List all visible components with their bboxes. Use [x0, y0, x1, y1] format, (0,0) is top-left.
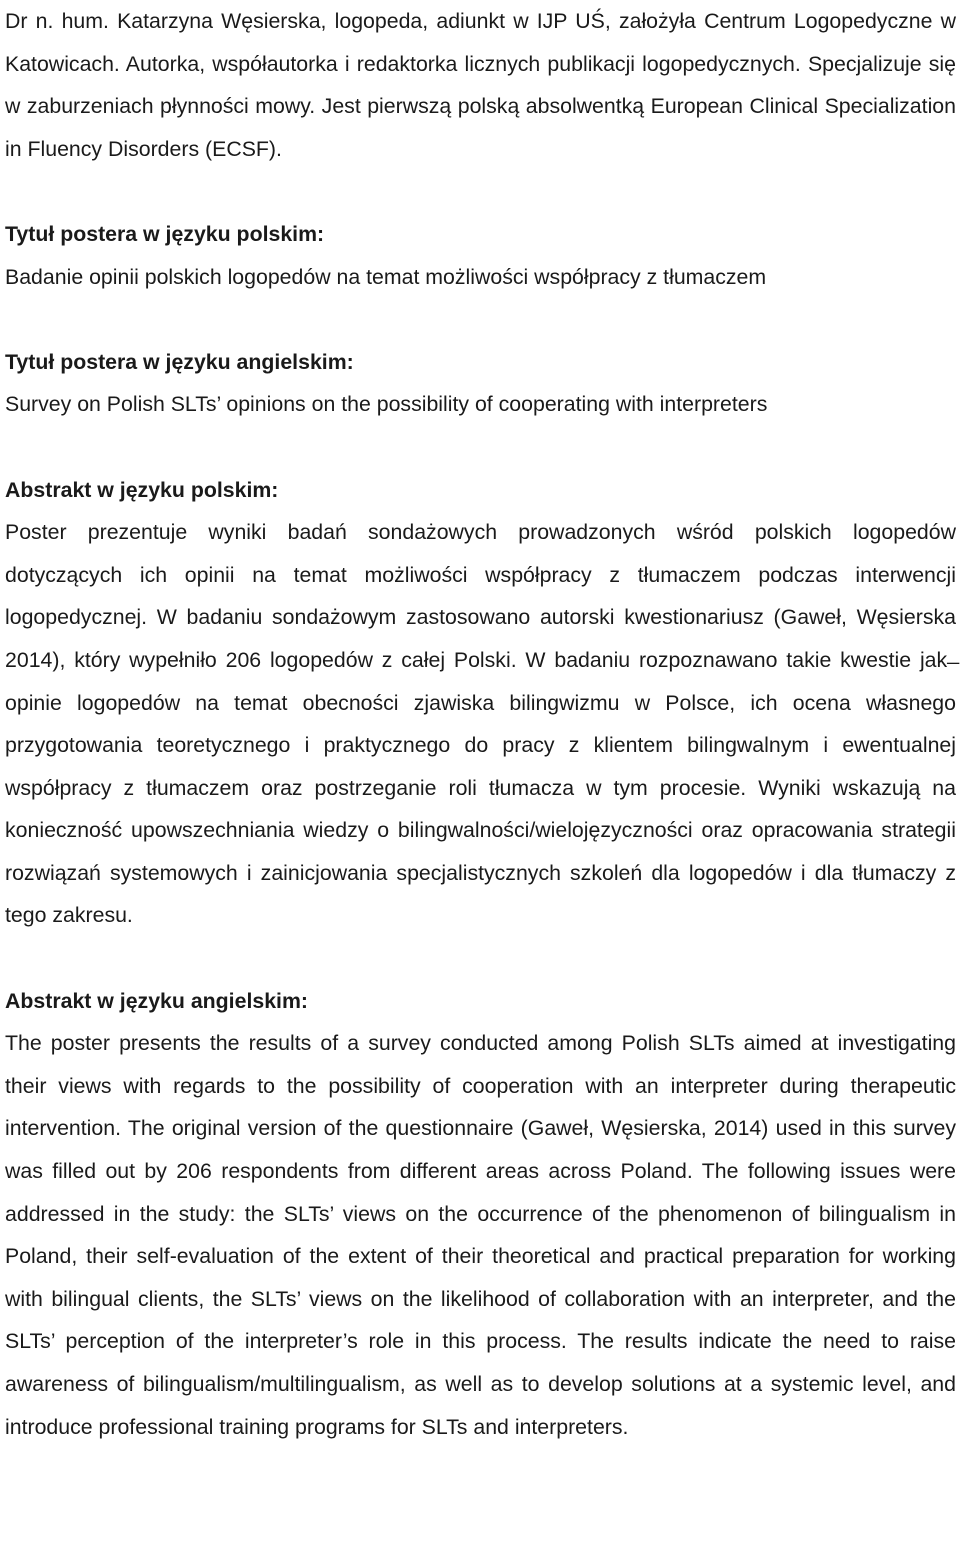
title-en-heading: Tytuł postera w języku angielskim:	[5, 349, 354, 374]
title-pl-section	[5, 213, 956, 298]
section-spacer	[5, 170, 956, 213]
title-en-section	[5, 341, 956, 426]
title-en-text: Survey on Polish SLTs’ opinions on the possibility of cooperating with interpreters	[5, 392, 768, 417]
abstract-en-heading: Abstrakt w języku angielskim:	[5, 988, 308, 1013]
abstract-en-text: The poster presents the results of a survey conducted among Polish SLTs aimed at investigating their views with regards to the possibility of cooperation with an interpreter during therapeutic intervention. The original version of the questionnaire (Gaweł, Węsierska, 2014) used in this survey was filled out by 206 respondents from different areas across Poland. The following issues were addressed in the study: the SLTs’ views on the occurrence of the phenomenon of bilingualism in Poland, their self-evaluation of the extent of their theoretical and practical preparation for working with bilingual clients, the SLTs’ views on the likelihood of collaboration with an interpreter, and the SLTs’ perception of the interpreter’s role in this process. The results indicate the need to raise awareness of bilingualism/multilingualism, as well as to develop solutions at a systemic level, and introduce professional training programs for SLTs and interpreters.	[5, 1031, 956, 1439]
section-spacer	[5, 937, 956, 980]
abstract-en-section	[5, 980, 956, 1449]
abstract-pl-heading: Abstrakt w języku polskim:	[5, 477, 279, 502]
abstract-pl-text: Poster prezentuje wyniki badań sondażowych prowadzonych wśród polskich logopedów dotyczących ich opinii na temat możliwości współpracy z tłumaczem podczas interwencji logopedycznej. W badaniu sondażowym zastosowano autorski kwestionariusz (Gaweł, Węsierska 2014), który wypełniło 206 logopedów z całej Polski. W badaniu rozpoznawano takie kwestie jak ̶ opinie logopedów na temat obecności zjawiska bilingwizmu w Polsce, ich ocena własnego przygotowania teoretycznego i praktycznego do pracy z klientem bilingwalnym i ewentualnej współpracy z tłumaczem oraz postrzeganie roli tłumacza w tym procesie. Wyniki wskazują na konieczność upowszechniania wiedzy o bilingwalności/wielojęzyczności oraz opracowania strategii rozwiązań systemowych i zainicjowania specjalistycznych szkoleń dla logopedów i dla tłumaczy z tego zakresu.	[5, 520, 956, 928]
title-pl-text: Badanie opinii polskich logopedów na temat możliwości współpracy z tłumaczem	[5, 264, 767, 289]
author-bio: Dr n. hum. Katarzyna Węsierska, logopeda, adiunkt w IJP UŚ, założyła Centrum Logopedyczne w Katowicach. Autorka, współautorka i redaktorka licznych publikacji logopedycznych. Specjalizuje się w zaburzeniach płynności mowy. Jest pierwszą polską absolwentką European Clinical Specialization in Fluency Disorders (ECSF).	[5, 9, 956, 161]
section-spacer	[5, 426, 956, 469]
section-spacer	[5, 298, 956, 341]
abstract-pl-section	[5, 469, 956, 938]
title-pl-heading: Tytuł postera w języku polskim:	[5, 221, 325, 246]
